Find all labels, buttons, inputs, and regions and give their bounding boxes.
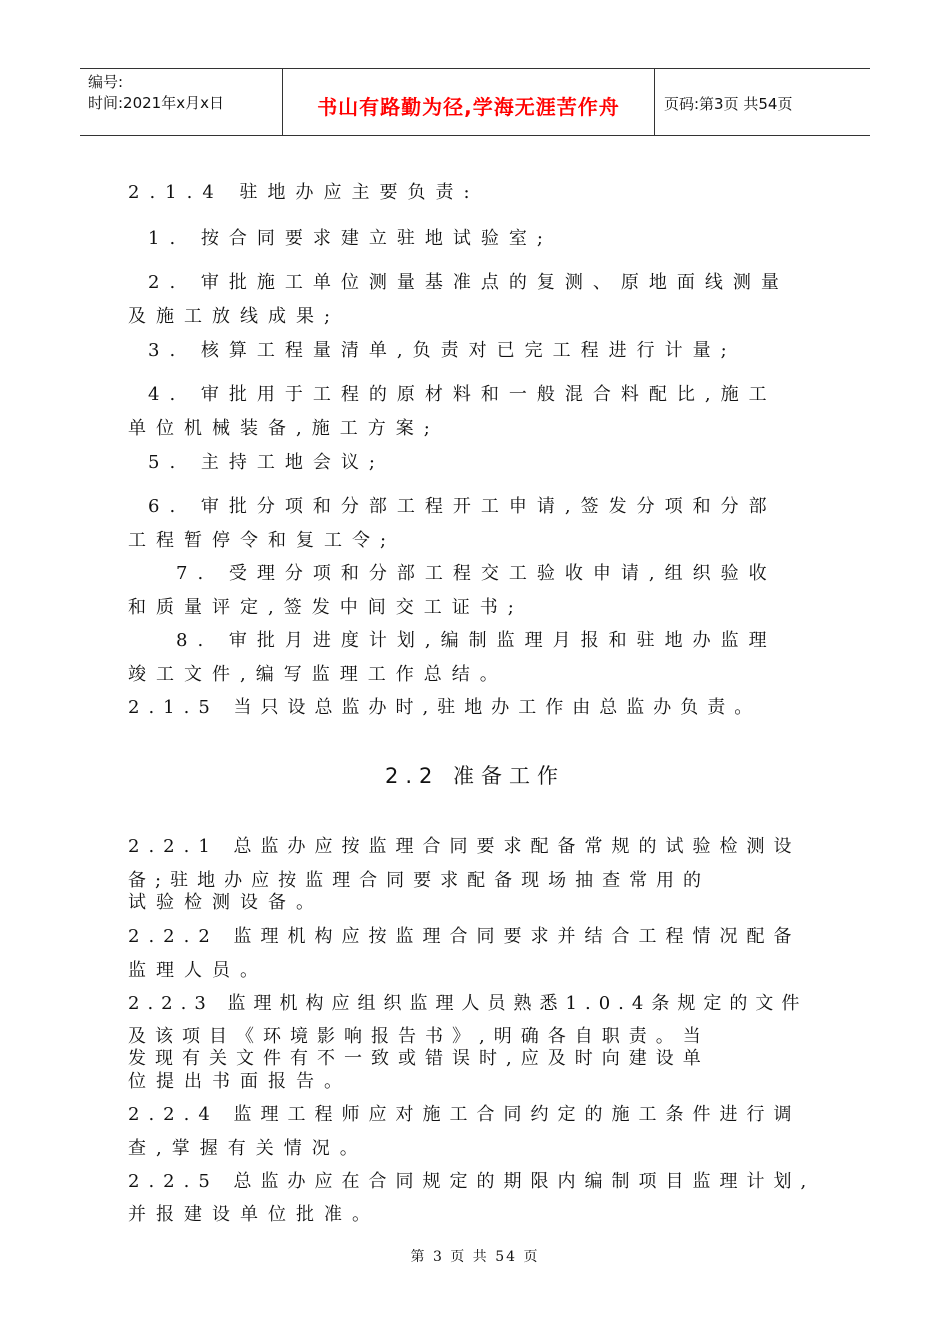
section-2-2-3-continuation: 及该项目《环境影响报告书》,明确各自职责。当	[128, 1026, 710, 1047]
page-header	[80, 68, 870, 136]
list-item-continuation: 及施工放线成果;	[128, 306, 341, 327]
section-2-2-5-continuation: 并报建设单位批准。	[128, 1204, 380, 1225]
section-2-2-5: 2.2.5 总监办应在合同规定的期限内编制项目监理计划,	[128, 1171, 816, 1192]
section-2-2-1-continuation: 试验检测设备。	[128, 892, 324, 913]
header-motto: 书山有路勤为径,学海无涯苦作舟	[317, 95, 620, 119]
section-2-2-1: 2.2.1 总监办应按监理合同要求配备常规的试验检测设	[128, 836, 801, 857]
section-2-2-3: 2.2.3 监理机构应组织监理人员熟悉1.0.4条规定的文件	[128, 993, 808, 1014]
section-2-2-2: 2.2.2 监理机构应按监理合同要求并结合工程情况配备	[128, 926, 801, 947]
page-footer: 第 3 页 共 54 页	[410, 1249, 540, 1265]
section-title-2-2: 2.2 准备工作	[384, 764, 566, 788]
list-item: 5. 主持工地会议;	[148, 452, 385, 473]
list-item: 8. 审批月进度计划,编制监理月报和驻地办监理	[176, 630, 777, 651]
header-page-info: 页码:第3页 共54页	[664, 95, 793, 113]
section-2-2-2-continuation: 监理人员。	[128, 960, 268, 981]
section-2-2-1-continuation: 备;驻地办应按监理合同要求配备现场抽查常用的	[128, 870, 711, 891]
section-2-2-3-continuation: 位提出书面报告。	[128, 1071, 352, 1092]
list-item: 7. 受理分项和分部工程交工验收申请,组织验收	[176, 563, 777, 584]
list-item-continuation: 单位机械装备,施工方案;	[128, 418, 440, 439]
list-item-continuation: 竣工文件,编写监理工作总结。	[128, 664, 508, 685]
list-item: 3. 核算工程量清单,负责对已完工程进行计量;	[148, 340, 737, 361]
list-item: 1. 按合同要求建立驻地试验室;	[148, 228, 553, 249]
list-item-continuation: 和质量评定,签发中间交工证书;	[128, 597, 524, 618]
section-2-2-4: 2.2.4 监理工程师应对施工合同约定的施工条件进行调	[128, 1104, 801, 1125]
time-label: 时间:2021年x月x日	[88, 94, 224, 112]
header-meta	[88, 72, 224, 114]
list-item-continuation: 工程暂停令和复工令;	[128, 530, 397, 551]
section-2-2-4-continuation: 查,掌握有关情况。	[128, 1138, 368, 1159]
section-2-1-4-intro: 2.1.4 驻地办应主要负责:	[128, 182, 480, 203]
list-item: 6. 审批分项和分部工程开工申请,签发分项和分部	[148, 496, 777, 517]
section-2-2-3-continuation: 发现有关文件有不一致或错误时,应及时向建设单	[128, 1048, 710, 1069]
list-item: 2. 审批施工单位测量基准点的复测、原地面线测量	[148, 272, 789, 293]
header-divider	[654, 69, 655, 135]
section-2-1-5: 2.1.5 当只设总监办时,驻地办工作由总监办负责。	[128, 697, 762, 718]
list-item: 4. 审批用于工程的原材料和一般混合料配比,施工	[148, 384, 777, 405]
number-label: 编号:	[88, 73, 124, 91]
